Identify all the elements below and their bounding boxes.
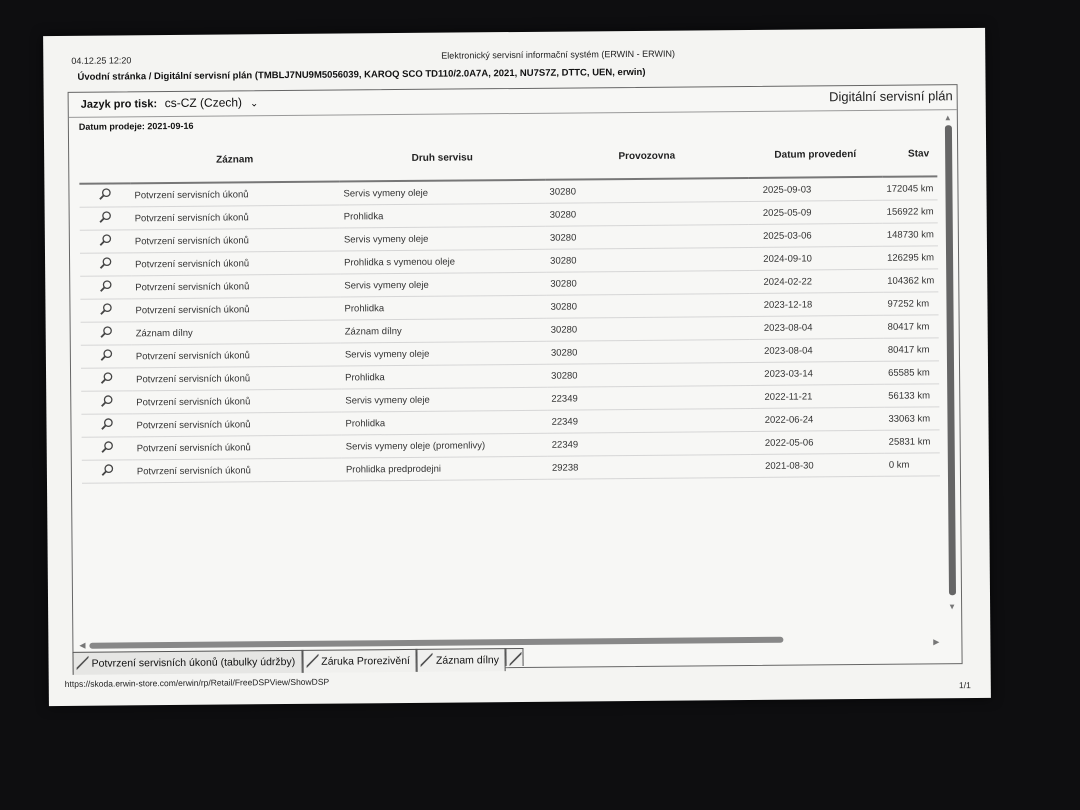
tab-service-confirmations[interactable]: Potvrzení servisních úkonů (tabulky údržby) bbox=[72, 650, 302, 675]
record-cell: Potvrzení servisních úkonů bbox=[132, 343, 341, 368]
mileage-cell: 65585 km bbox=[884, 361, 939, 384]
row-detail-cell[interactable] bbox=[81, 345, 132, 368]
date-cell: 2022-05-06 bbox=[751, 430, 885, 454]
mileage-cell: 33063 km bbox=[884, 407, 939, 430]
mileage-cell: 25831 km bbox=[885, 430, 940, 453]
magnifier-icon[interactable] bbox=[100, 395, 113, 408]
scroll-down-arrow-icon[interactable]: ▼ bbox=[948, 602, 957, 612]
date-cell: 2025-03-06 bbox=[749, 223, 883, 247]
mileage-cell: 148730 km bbox=[883, 223, 938, 246]
row-detail-cell[interactable] bbox=[81, 368, 132, 391]
column-header-date[interactable]: Datum provedení bbox=[748, 132, 882, 178]
magnifier-icon[interactable] bbox=[100, 326, 113, 339]
magnifier-icon[interactable] bbox=[101, 441, 114, 454]
service-type-cell: Servis vymeny oleje bbox=[339, 180, 545, 205]
workshop-cell: 30280 bbox=[545, 178, 748, 203]
mileage-cell: 97252 km bbox=[883, 292, 938, 315]
row-detail-cell[interactable] bbox=[81, 322, 132, 345]
workshop-cell: 29238 bbox=[548, 454, 751, 479]
language-value: cs-CZ (Czech) bbox=[164, 95, 243, 111]
workshop-cell: 30280 bbox=[546, 224, 749, 249]
column-header-mileage[interactable]: Stav bbox=[882, 131, 937, 176]
record-cell: Potvrzení servisních úkonů bbox=[133, 458, 342, 483]
mileage-cell: 126295 km bbox=[883, 246, 938, 269]
service-type-cell: Prohlidka bbox=[341, 410, 547, 435]
row-detail-cell[interactable] bbox=[80, 207, 131, 230]
date-cell: 2023-03-14 bbox=[750, 361, 884, 385]
workshop-cell: 30280 bbox=[547, 362, 750, 387]
service-type-cell: Prohlidka bbox=[340, 203, 546, 228]
table-header-row bbox=[79, 131, 937, 183]
service-type-cell: Servis vymeny oleje bbox=[341, 341, 547, 366]
service-type-cell: Servis vymeny oleje bbox=[340, 226, 546, 251]
record-cell: Potvrzení servisních úkonů bbox=[131, 205, 340, 230]
workshop-cell: 22349 bbox=[548, 431, 751, 456]
row-detail-cell[interactable] bbox=[80, 276, 131, 299]
workshop-cell: 22349 bbox=[547, 408, 750, 433]
tab-bar bbox=[72, 648, 524, 674]
date-cell: 2024-02-22 bbox=[749, 269, 883, 293]
vertical-scrollbar[interactable] bbox=[943, 113, 957, 612]
scroll-left-arrow-icon[interactable]: ◀ bbox=[79, 640, 86, 650]
tab-workshop-record[interactable]: Záznam dílny bbox=[417, 648, 506, 672]
workshop-cell: 30280 bbox=[546, 247, 749, 272]
service-plan-panel bbox=[68, 84, 963, 672]
printed-page bbox=[43, 28, 991, 706]
service-type-cell: Prohlidka predprodejni bbox=[342, 456, 548, 481]
row-detail-cell[interactable] bbox=[81, 414, 132, 437]
mileage-cell: 172045 km bbox=[882, 176, 937, 200]
record-cell: Potvrzení servisních úkonů bbox=[132, 412, 341, 437]
mileage-cell: 80417 km bbox=[884, 315, 939, 338]
row-detail-cell[interactable] bbox=[82, 460, 133, 483]
magnifier-icon[interactable] bbox=[99, 257, 112, 270]
date-cell: 2022-06-24 bbox=[751, 407, 885, 431]
row-detail-cell[interactable] bbox=[80, 253, 131, 276]
date-cell: 2025-05-09 bbox=[749, 200, 883, 224]
column-header-workshop[interactable]: Provozovna bbox=[545, 133, 749, 180]
print-datetime: 04.12.25 12:20 bbox=[71, 55, 132, 66]
record-cell: Potvrzení servisních úkonů bbox=[130, 182, 339, 207]
scroll-right-arrow-icon[interactable]: ▶ bbox=[933, 637, 940, 647]
mileage-cell: 80417 km bbox=[884, 338, 939, 361]
mileage-cell: 0 km bbox=[885, 453, 940, 476]
magnifier-icon[interactable] bbox=[99, 303, 112, 316]
mileage-cell: 104362 km bbox=[883, 269, 938, 292]
date-cell: 2024-09-10 bbox=[749, 246, 883, 270]
record-cell: Záznam dílny bbox=[132, 320, 341, 345]
workshop-cell: 22349 bbox=[547, 385, 750, 410]
column-header-service-type[interactable]: Druh servisu bbox=[339, 135, 545, 182]
row-detail-cell[interactable] bbox=[80, 299, 131, 322]
service-type-cell: Prohlidka bbox=[341, 364, 547, 389]
service-type-cell: Prohlidka bbox=[340, 295, 546, 320]
record-cell: Potvrzení servisních úkonů bbox=[131, 297, 340, 322]
date-cell: 2022-11-21 bbox=[750, 384, 884, 408]
mileage-cell: 156922 km bbox=[883, 200, 938, 223]
date-cell: 2023-08-04 bbox=[750, 338, 884, 362]
mileage-cell: 56133 km bbox=[884, 384, 939, 407]
workshop-cell: 30280 bbox=[546, 201, 749, 226]
breadcrumb[interactable]: Úvodní stránka / Digitální servisní plán (TMBLJ7NU9M5056039, KAROQ SCO TD110/2.0A7A, 2021, NU7S7Z, DTTC, UEN, erwin) bbox=[77, 66, 646, 83]
vertical-scroll-thumb[interactable] bbox=[945, 125, 956, 595]
magnifier-icon[interactable] bbox=[100, 372, 113, 385]
row-detail-cell[interactable] bbox=[81, 391, 132, 414]
print-url: https://skoda.erwin-store.com/erwin/rp/Retail/FreeDSPView/ShowDSP bbox=[64, 676, 330, 689]
date-cell: 2023-08-04 bbox=[750, 315, 884, 339]
system-title: Elektronický servisní informační systém (ERWIN - ERWIN) bbox=[441, 48, 676, 61]
row-detail-cell[interactable] bbox=[82, 437, 133, 460]
service-history-table bbox=[79, 131, 940, 483]
chevron-down-icon: ⌄ bbox=[249, 98, 259, 110]
magnifier-icon[interactable] bbox=[100, 418, 113, 431]
record-cell: Potvrzení servisních úkonů bbox=[132, 366, 341, 391]
tab-rust-warranty[interactable]: Záruka Prorezivění bbox=[302, 649, 417, 673]
workshop-cell: 30280 bbox=[546, 270, 749, 295]
service-type-cell: Záznam dílny bbox=[341, 318, 547, 343]
workshop-cell: 30280 bbox=[546, 293, 749, 318]
record-cell: Potvrzení servisních úkonů bbox=[131, 274, 340, 299]
scroll-up-arrow-icon[interactable]: ▲ bbox=[943, 113, 952, 123]
row-detail-cell[interactable] bbox=[80, 230, 131, 253]
magnifier-icon[interactable] bbox=[101, 464, 114, 477]
record-cell: Potvrzení servisních úkonů bbox=[131, 228, 340, 253]
column-header-record[interactable]: Záznam bbox=[130, 137, 339, 184]
record-cell: Potvrzení servisních úkonů bbox=[131, 251, 340, 276]
tab-bar-end bbox=[506, 648, 524, 666]
horizontal-scroll-thumb[interactable] bbox=[89, 637, 783, 649]
date-cell: 2021-08-30 bbox=[751, 453, 885, 477]
magnifier-icon[interactable] bbox=[99, 234, 112, 247]
service-type-cell: Servis vymeny oleje (promenlivy) bbox=[342, 433, 548, 458]
service-type-cell: Prohlidka s vymenou oleje bbox=[340, 249, 546, 274]
row-detail-cell[interactable] bbox=[79, 183, 130, 207]
workshop-cell: 30280 bbox=[547, 339, 750, 364]
page-number: 1/1 bbox=[958, 680, 971, 691]
record-cell: Potvrzení servisních úkonů bbox=[132, 389, 341, 414]
service-type-cell: Servis vymeny oleje bbox=[340, 272, 546, 297]
language-select[interactable] bbox=[165, 95, 259, 110]
toolbar bbox=[69, 85, 957, 118]
record-cell: Potvrzení servisních úkonů bbox=[133, 435, 342, 460]
magnifier-icon[interactable] bbox=[99, 280, 112, 293]
date-cell: 2023-12-18 bbox=[750, 292, 884, 316]
magnifier-icon[interactable] bbox=[98, 188, 111, 201]
magnifier-icon[interactable] bbox=[100, 349, 113, 362]
icon-column-header bbox=[79, 138, 130, 183]
date-cell: 2025-09-03 bbox=[749, 177, 883, 202]
table-body bbox=[79, 176, 940, 483]
page-title: Digitální servisní plán bbox=[829, 88, 953, 105]
workshop-cell: 30280 bbox=[547, 316, 750, 341]
magnifier-icon[interactable] bbox=[99, 211, 112, 224]
service-type-cell: Servis vymeny oleje bbox=[341, 387, 547, 412]
language-label: Jazyk pro tisk: bbox=[80, 98, 158, 111]
sale-date: Datum prodeje: 2021-09-16 bbox=[78, 120, 194, 132]
